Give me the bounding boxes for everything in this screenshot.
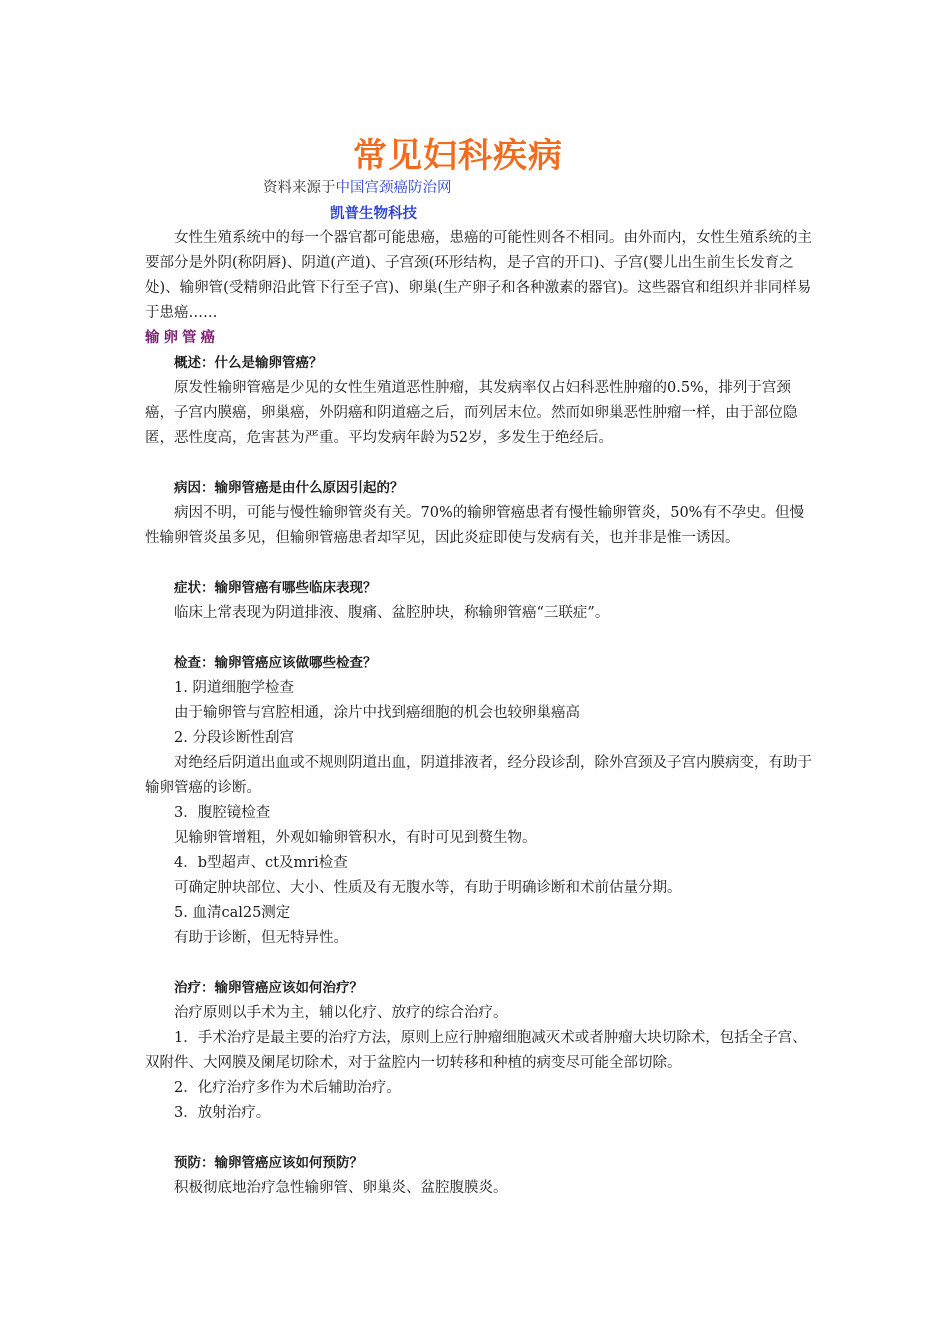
exam-item-head: 3．腹腔镜检查 <box>174 805 271 821</box>
exam-item-head: 1. 阴道细胞学检查 <box>174 680 294 696</box>
exam-item-body: 见输卵管增粗，外观如输卵管积水，有时可见到赘生物。 <box>174 830 537 846</box>
overview-text: 原发性输卵管癌是少见的女性生殖道恶性肿瘤，其发病率仅占妇科恶性肿瘤的0.5%，排列于宫颈癌，子宫内膜癌，卵巢癌，外阴癌和阴道癌之后，而列居末位。然而如卵巢恶性肿瘤一样，由于部位隐匿，恶性度高，危害甚为严重。平均发病年龄为52岁，多发生于绝经后。 <box>145 380 798 446</box>
prevention-text: 积极彻底地治疗急性输卵管、卵巢炎、盆腔腹膜炎。 <box>174 1180 508 1196</box>
cause-question: 病因：输卵管癌是由什么原因引起的？ <box>174 480 404 496</box>
exam-item-head: 5. 血清cal25测定 <box>174 905 291 921</box>
treatment-item: 3．放射治疗。 <box>174 1105 271 1121</box>
exam-item-head: 4．b型超声、ct及mri检查 <box>174 855 348 871</box>
treatment-principle: 治疗原则以手术为主，辅以化疗、放疗的综合治疗。 <box>174 1005 508 1021</box>
page-title: 常见妇科疾病 <box>353 136 563 176</box>
exam-item-head: 2. 分段诊断性刮宫 <box>174 730 294 746</box>
article-body <box>145 226 813 1201</box>
intro-paragraph: 女性生殖系统中的每一个器官都可能患癌，患癌的可能性则各不相同。由外而内，女性生殖系统的主要部分是外阴(称阴唇)、阴道(产道)、子宫颈(环形结构，是子宫的开口)、子宫(婴儿出生前生长发育之处)、输卵管(受精卵沿此管下行至子宫)、卵巢(生产卵子和各种激素的器官)。这些器官和组织并非同样易于患癌…… <box>145 230 812 321</box>
company-name: 凯普生物科技 <box>330 206 417 222</box>
treatment-item: 2．化疗治疗多作为术后辅助治疗。 <box>174 1080 401 1096</box>
treatment-question: 治疗：输卵管癌应该如何治疗？ <box>174 980 363 996</box>
cause-text: 病因不明，可能与慢性输卵管炎有关。70%的输卵管癌患者有慢性输卵管炎，50%有不孕史。但慢性输卵管炎虽多见，但输卵管癌患者却罕见，因此炎症即使与发病有关，也并非是惟一诱因。 <box>145 505 804 546</box>
source-line <box>263 176 452 197</box>
symptom-text: 临床上常表现为阴道排液、腹痛、盆腔肿块，称输卵管癌“三联症”。 <box>174 605 610 621</box>
overview-question: 概述：什么是输卵管癌？ <box>174 355 323 371</box>
treatment-item: 1．手术治疗是最主要的治疗方法，原则上应行肿瘤细胞减灭术或者肿瘤大块切除术，包括全子宫、双附件、大网膜及阑尾切除术，对于盆腔内一切转移和种植的病变尽可能全部切除。 <box>145 1030 807 1071</box>
source-prefix: 资料来源于 <box>263 180 336 196</box>
section-title: 输卵管癌 <box>145 330 219 346</box>
exam-item-body: 对绝经后阴道出血或不规则阴道出血，阴道排液者，经分段诊刮，除外宫颈及子宫内膜病变，有助于输卵管癌的诊断。 <box>145 755 812 796</box>
exam-item-body: 由于输卵管与宫腔相通，涂片中找到癌细胞的机会也较卵巢癌高 <box>174 705 580 721</box>
exam-item-body: 可确定肿块部位、大小、性质及有无腹水等，有助于明确诊断和术前估量分期。 <box>174 880 682 896</box>
exam-question: 检查：输卵管癌应该做哪些检查？ <box>174 655 377 671</box>
symptom-question: 症状：输卵管癌有哪些临床表现？ <box>174 580 377 596</box>
source-link[interactable]: 中国宫颈癌防治网 <box>335 180 452 196</box>
exam-item-body: 有助于诊断，但无特异性。 <box>174 930 348 946</box>
prevention-question: 预防：输卵管癌应该如何预防？ <box>174 1155 363 1171</box>
